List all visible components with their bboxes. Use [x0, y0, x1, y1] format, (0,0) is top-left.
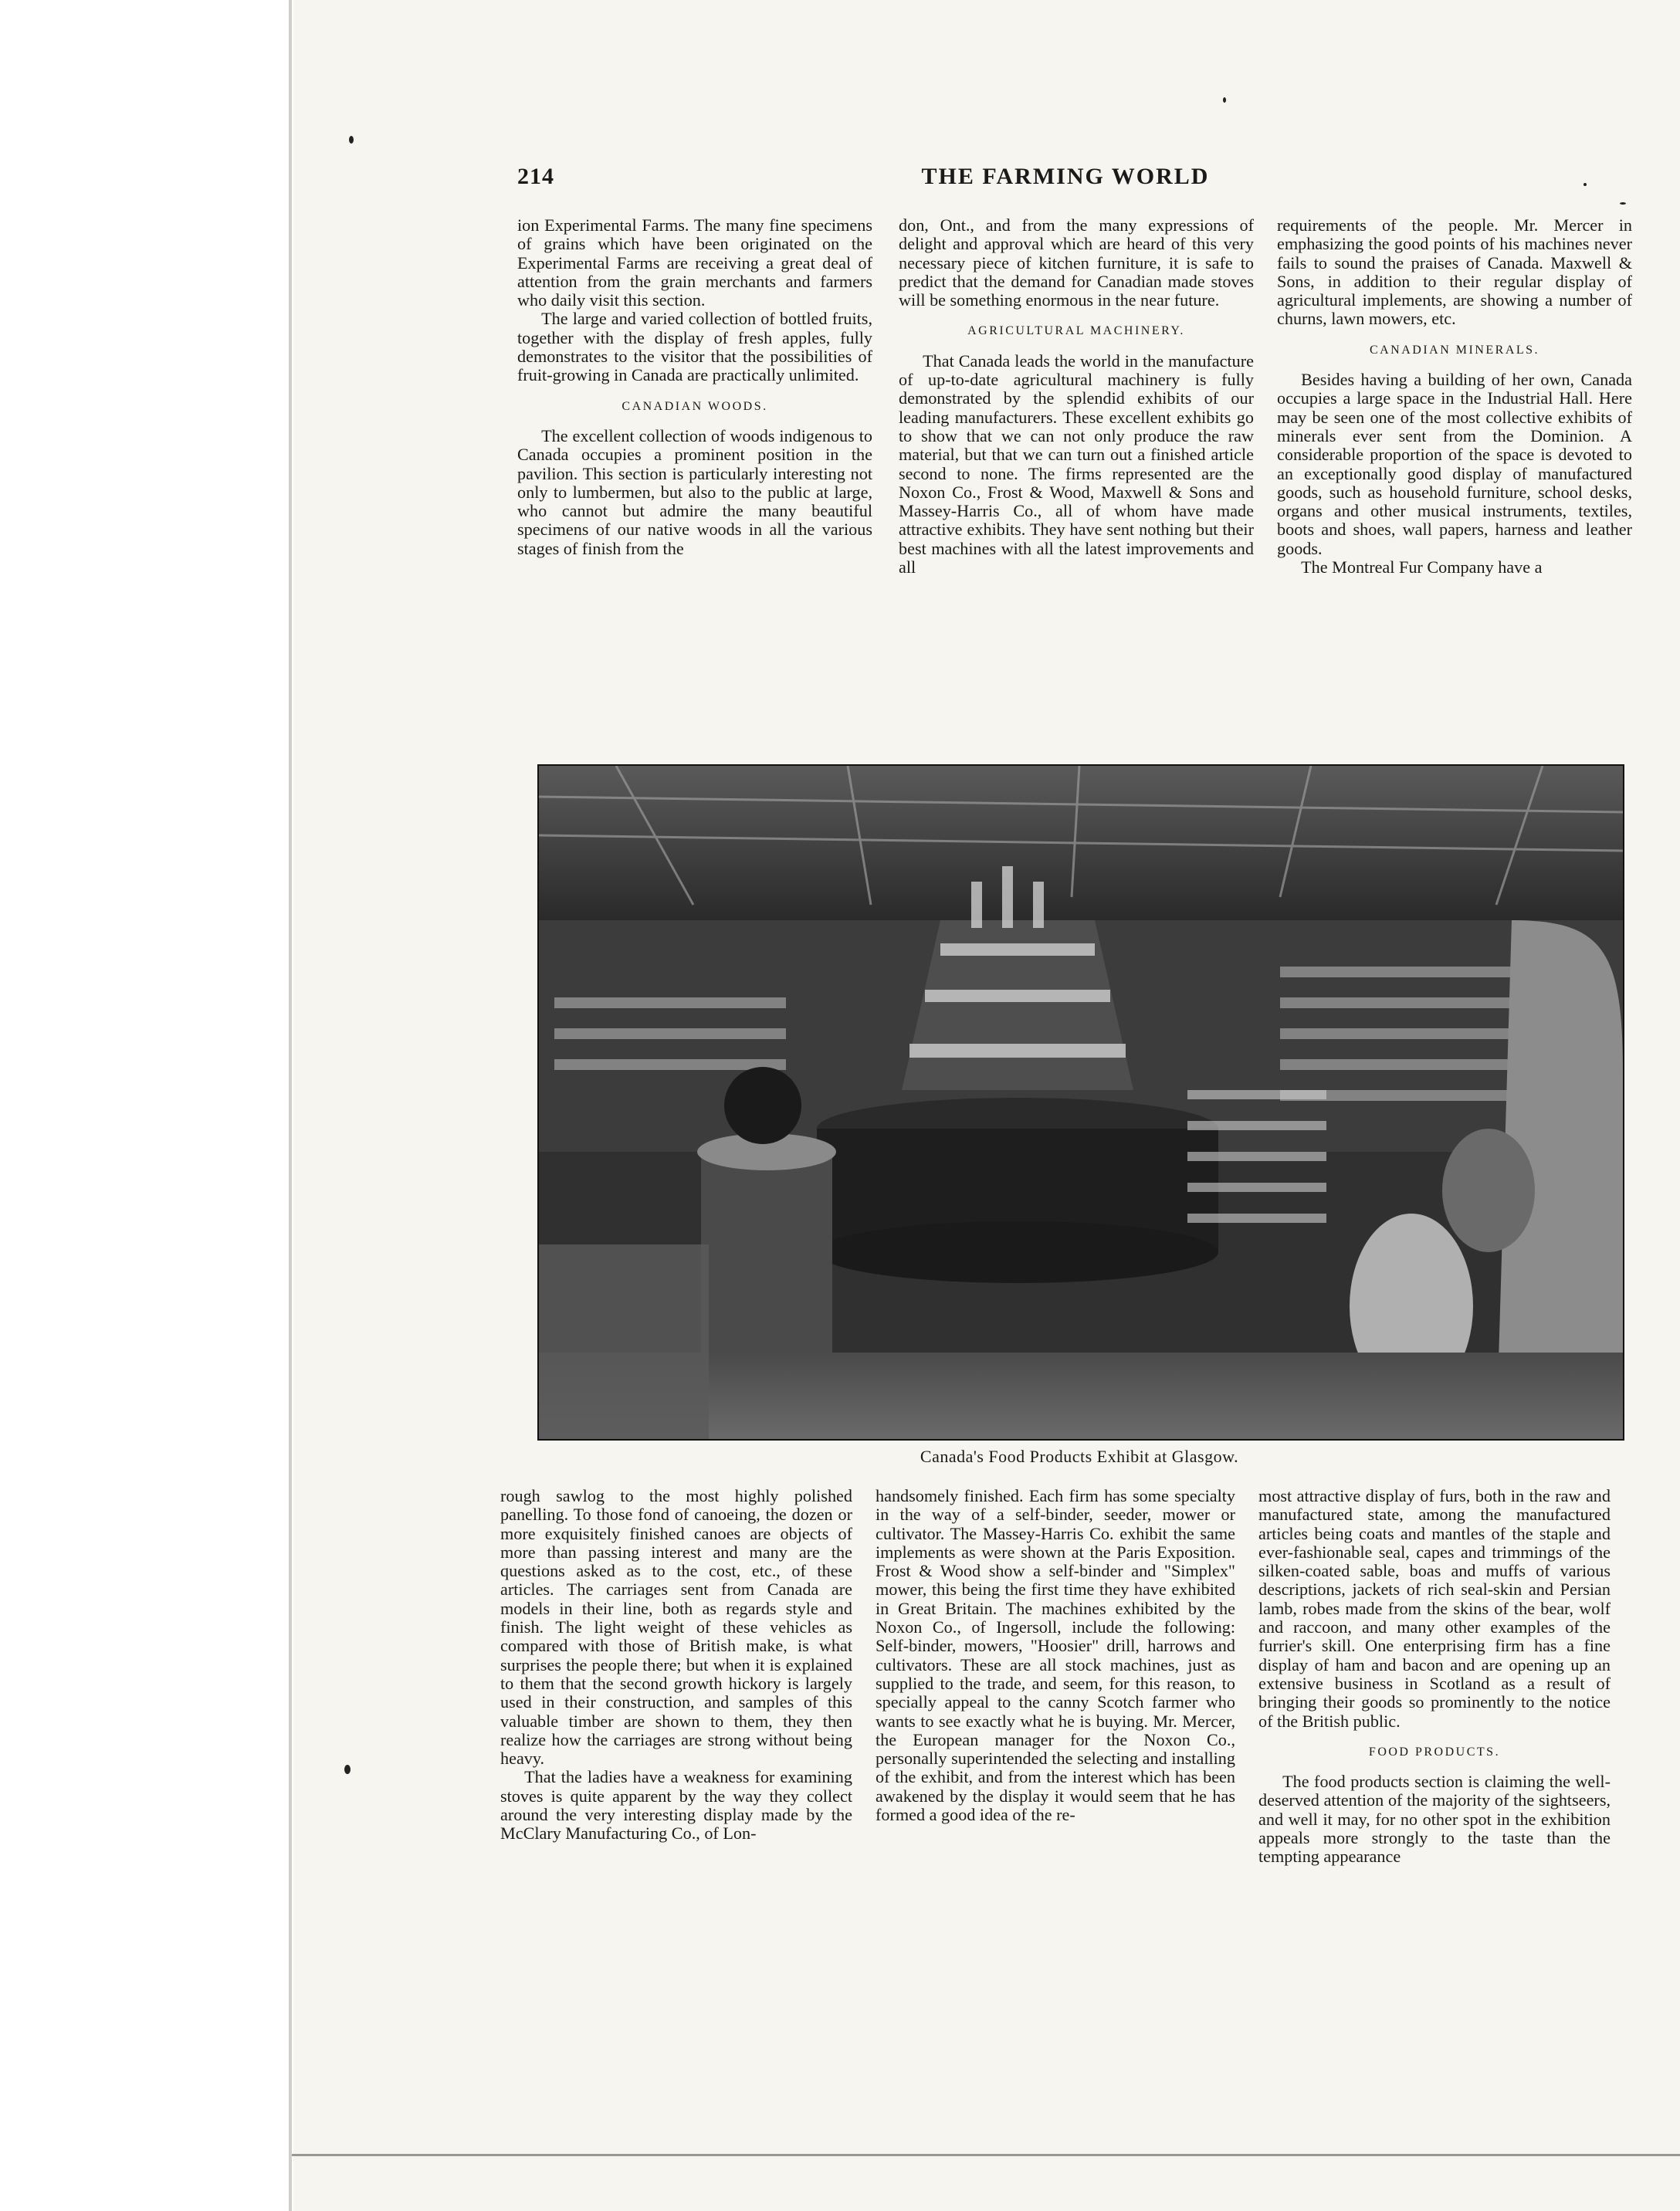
- paragraph: The large and varied collection of bottled fruits, together with the display of fresh apples, fully demonstrates to the visitor that the possibilities of fruit-growing in Canada are practically unlimited.: [517, 309, 872, 385]
- top-column-1: [517, 216, 872, 558]
- paragraph: don, Ont., and from the many expressions of delight and approval which are heard of this very necessary piece of kitchen furniture, it is safe to predict that the demand for Canadian made stoves will be something enormous in the near future.: [899, 215, 1254, 310]
- page-header: [517, 164, 1614, 195]
- ink-speck: [344, 1765, 351, 1774]
- paragraph: That Canada leads the world in the manufacture of up-to-date agricultural machinery is fully demonstrated by the splendid exhibits of our leading manufacturers. These excellent exhibits go to show that we can not only produce the raw material, but that we can turn out a finished article second to none. The firms represented are the Noxon Co., Frost & Wood, Maxwell & Sons and Massey-Harris Co., all of whom have made attractive exhibits. They have sent nothing but their best machines with all the latest improvements and all: [899, 350, 1254, 577]
- section-heading-agricultural-machinery: AGRICULTURAL MACHINERY.: [967, 324, 1185, 338]
- exhibit-photo-illustration: [539, 766, 1623, 1439]
- paragraph: The excellent collection of woods indigenous to Canada occupies a prominent position in the pavilion. This section is particularly interesting not only to lumbermen, but also to the public at large, who cannot but admire the many beautiful specimens of our native woods in all the various stages of finish from the: [517, 425, 872, 558]
- paragraph: rough sawlog to the most highly polished panelling. To those fond of canoeing, the dozen or more exquisitely finished canoes are objects of more than passing interest and many are the questions asked as to the cost, etc., of these articles. The carriages sent from Canada are models in their line, both as regards style and finish. The light weight of these vehicles as compared with those of British make, is what surprises the people there; but when it is explained to them that the second growth hickory is largely used in their construction, and samples of this valuable timber are shown to them, they then realize how the carriages are strong without being heavy.: [500, 1486, 852, 1769]
- paragraph: requirements of the people. Mr. Mercer in emphasizing the good points of his machines never fails to sound the praises of Canada. Maxwell & Sons, in addition to their regular display of agricultural implements, are showing a number of churns, lawn mowers, etc.: [1277, 215, 1632, 329]
- ink-speck: [1620, 202, 1626, 205]
- page-fold-edge: [289, 0, 292, 2211]
- page-number: 214: [517, 164, 554, 189]
- ink-speck: [349, 136, 354, 144]
- left-blank-margin: [0, 0, 293, 2211]
- section-heading-canadian-minerals: CANADIAN MINERALS.: [1369, 343, 1540, 357]
- bottom-column-2: [876, 1487, 1235, 1824]
- paragraph: handsomely finished. Each firm has some specialty in the way of a self-binder, seeder, mower or cultivator. The Massey-Harris Co. exhibit the same implements as were shown at the Paris Exposition. Frost & Wood show a self-binder and "Simplex" mower, this being the first time they have exhibited in Great Britain. The machines exhibited by the Noxon Co., of Ingersoll, include the following: Self-binder, mowers, "Hoosier" drill, harrows and cultivators. These are all stock machines, just as supplied to the trade, and seem, for this reason, to specially appeal to the canny Scotch farmer who wants to see exactly what he is buying. Mr. Mercer, the European manager for the Noxon Co., personally superintended the selecting and installing of the exhibit, and from the interest which has been awakened by the display it would seem that he has formed a good idea of the re-: [876, 1486, 1235, 1825]
- paragraph: That the ladies have a weakness for examining stoves is quite apparent by the way they collect around the very interesting display made by the McClary Manufacturing Co., of Lon-: [500, 1767, 852, 1844]
- photo-caption: Canada's Food Products Exhibit at Glasgow.: [920, 1447, 1239, 1466]
- bottom-column-3: [1258, 1487, 1611, 1867]
- paragraph: Besides having a building of her own, Canada occupies a large space in the Industrial Hall. Here may be seen one of the most collective exhibits of minerals ever sent from the Dominion. A considerable proportion of the space is devoted to an exceptionally good display of manufactured goods, such as household furniture, school desks, organs and other musical instruments, textiles, boots and shoes, wall papers, harness and leather goods.: [1277, 370, 1632, 558]
- paragraph: The Montreal Fur Company have a: [1301, 557, 1543, 577]
- running-title: THE FARMING WORLD: [921, 164, 1210, 189]
- page-bottom-edge: [292, 2154, 1680, 2156]
- paragraph: The food products section is claiming the well-deserved attention of the majority of the sightseers, and well it may, for no other spot in the exhibition appeals more strongly to the taste than the tempting appearance: [1258, 1772, 1611, 1867]
- section-heading-food-products: FOOD PRODUCTS.: [1368, 1745, 1501, 1759]
- paragraph: most attractive display of furs, both in the raw and manufactured state, among the manufactured articles being coats and mantles of the staple and ever-fashionable seal, capes and trimmings of the silken-coated sable, boas and muffs of various descriptions, jackets of rich seal-skin and Persian lamb, robes made from the skins of the bear, wolf and raccoon, and many other examples of the furrier's skill. One enterprising firm has a fine display of ham and bacon and are opening up an extensive business in Scotland as a result of bringing their goods so prominently to the notice of the British public.: [1258, 1486, 1611, 1731]
- paragraph: ion Experimental Farms. The many fine specimens of grains which have been originated on the Experimental Farms are receiving a great deal of attention from the grain merchants and farmers who daily visit this section.: [517, 215, 872, 310]
- bottom-column-1: [500, 1487, 852, 1844]
- top-column-3: [1277, 216, 1632, 577]
- exhibit-photograph: [537, 764, 1624, 1441]
- ink-speck: [1223, 97, 1226, 103]
- section-heading-canadian-woods: CANADIAN WOODS.: [622, 399, 768, 413]
- top-column-2: [899, 216, 1254, 577]
